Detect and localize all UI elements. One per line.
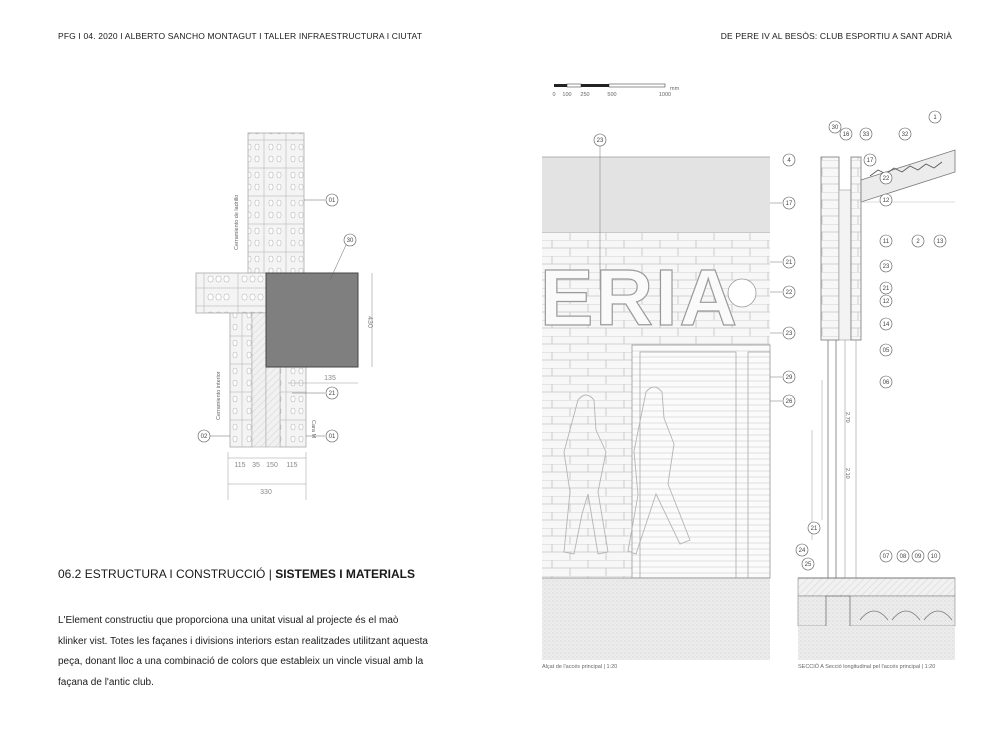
section-callout: 1 (933, 115, 937, 121)
elevation-callout: 21 (785, 260, 793, 266)
elevation-caption: Alçat de l'accés principal | 1:20 (542, 664, 618, 670)
section-callout: 22 (882, 176, 890, 182)
section-callout: 30 (831, 125, 839, 131)
plan-callout: 02 (200, 434, 208, 440)
elevation-callout: 29 (785, 375, 793, 381)
section-callout: 23 (882, 264, 890, 270)
plan-vertical-label: Cerramiento interior (216, 371, 222, 420)
elevation-lettering: ERIA (540, 253, 740, 342)
plan-callout: 30 (346, 238, 354, 244)
section-callout: 21 (882, 286, 890, 292)
elevation-callout: 23 (596, 138, 604, 144)
scale-tick: 1000 (658, 92, 672, 98)
plan-dim: 330 (260, 489, 272, 496)
plan-callout: 01 (328, 198, 336, 204)
section-callout: 12 (882, 299, 890, 305)
section-callout: 25 (804, 562, 812, 568)
section-callout: 17 (866, 158, 874, 164)
section-subtitle: SISTEMES I MATERIALS (275, 567, 415, 581)
section-callout: 14 (882, 322, 890, 328)
section-callout: 21 (810, 526, 818, 532)
scale-tick: 500 (607, 92, 617, 98)
section-callout: 11 (882, 239, 890, 245)
section-dim: 2.10 (844, 468, 850, 479)
section-title: ESTRUCTURA I CONSTRUCCIÓ (84, 567, 266, 581)
section-callout: 12 (882, 198, 890, 204)
section-number: 06.2 (58, 567, 82, 581)
section-callout: 10 (930, 554, 938, 560)
elevation-callout: 17 (785, 201, 793, 207)
section-callout: 24 (798, 548, 806, 554)
section-separator: | (268, 567, 272, 581)
scale-tick: 0 (552, 92, 556, 98)
plan-vertical-label: Cerramiento de ladrillo (234, 194, 240, 250)
header-left: PFG I 04. 2020 I ALBERTO SANCHO MONTAGUT I TALLER INFRAESTRUCTURA I CIUTAT (58, 31, 423, 41)
plan-dim: 115 (234, 462, 246, 469)
section-callout: 33 (862, 132, 870, 138)
scale-tick: 250 (580, 92, 590, 98)
body-paragraph: L'Element constructiu que proporciona una unitat visual al projecte és el maò klinker vist. Totes les façanes i divisions interiors estan realitzades utilitzant aquesta peça, donant lloc a una combinació de colors que estableix un vincle visual amb la façana de l'antic club. (58, 615, 428, 688)
elevation-callout: 22 (785, 290, 793, 296)
elevation-callout: 23 (785, 331, 793, 337)
scale-tick: 100 (562, 92, 572, 98)
plan-dim: 135 (324, 375, 336, 382)
section-callout: 06 (882, 380, 890, 386)
section-callout: 2 (916, 239, 920, 245)
section-callout: 08 (899, 554, 907, 560)
section-callout: 4 (787, 158, 791, 164)
section-callout: 07 (882, 554, 890, 560)
section-callout: 16 (842, 132, 850, 138)
elevation-callout: 26 (785, 399, 793, 405)
plan-dim: 35 (252, 462, 260, 469)
section-callout: 32 (901, 132, 909, 138)
plan-dim: 115 (286, 462, 298, 469)
plan-callout: 01 (328, 434, 336, 440)
section-dim: 2.70 (844, 412, 850, 423)
plan-dim: 150 (266, 462, 278, 469)
section-callout: 13 (936, 239, 944, 245)
plan-vertical-label: Cara M (310, 420, 316, 439)
plan-callout: 21 (328, 391, 336, 397)
plan-dim: 430 (366, 316, 373, 328)
header-right: DE PERE IV AL BESÒS: CLUB ESPORTIU A SANT ADRIÀ (720, 31, 952, 41)
scale-unit: mm (670, 86, 680, 92)
section-callout: 05 (882, 348, 890, 354)
section-callout: 09 (914, 554, 922, 560)
section-caption: SECCIÓ A Secció longitudinal pel l'accés principal | 1:20 (798, 664, 936, 670)
